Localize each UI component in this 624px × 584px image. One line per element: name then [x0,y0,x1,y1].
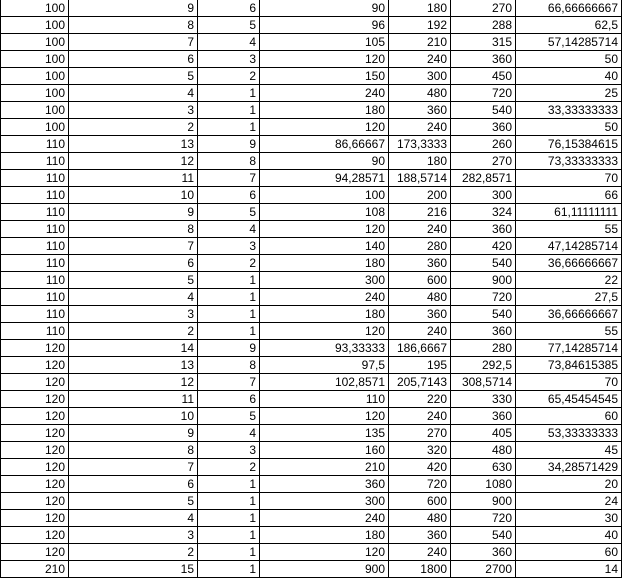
table-row [1,85,622,102]
table-cell[interactable]: 240 [389,51,451,68]
table-cell[interactable]: 216 [389,204,451,221]
table-cell[interactable]: 292,5 [451,357,516,374]
table-cell[interactable]: 20 [516,476,622,493]
table-cell[interactable]: 220 [389,391,451,408]
table-cell[interactable]: 120 [260,544,389,561]
table-cell[interactable]: 308,5714 [451,374,516,391]
table-cell[interactable]: 360 [389,306,451,323]
table-row [1,323,622,340]
table-cell[interactable]: 900 [451,493,516,510]
table-cell[interactable]: 4 [198,425,260,442]
table-cell[interactable]: 3 [198,51,260,68]
table-cell[interactable]: 900 [260,561,389,578]
table-row [1,238,622,255]
table-cell[interactable]: 66 [516,187,622,204]
table-cell[interactable]: 1 [198,85,260,102]
table-cell[interactable]: 300 [260,493,389,510]
table-cell[interactable]: 630 [451,459,516,476]
table-cell[interactable]: 60 [516,544,622,561]
table-cell[interactable]: 540 [451,102,516,119]
table-cell[interactable]: 160 [260,442,389,459]
table-cell[interactable]: 120 [1,357,69,374]
table-row [1,527,622,544]
table-cell[interactable]: 7 [198,374,260,391]
table-cell[interactable]: 300 [389,68,451,85]
table-cell[interactable]: 96 [260,17,389,34]
table-row [1,391,622,408]
table-cell[interactable]: 4 [198,34,260,51]
table-cell[interactable]: 55 [516,323,622,340]
table-cell[interactable]: 110 [1,289,69,306]
table-row [1,544,622,561]
table-row [1,357,622,374]
table-cell[interactable]: 480 [389,85,451,102]
table-cell[interactable]: 120 [260,51,389,68]
table-cell[interactable]: 360 [451,408,516,425]
table-cell[interactable]: 34,28571429 [516,459,622,476]
table-cell[interactable]: 4 [69,85,198,102]
table-cell[interactable]: 12 [69,374,198,391]
table-row [1,459,622,476]
table-cell[interactable]: 150 [260,68,389,85]
table-row [1,425,622,442]
table-cell[interactable]: 3 [69,527,198,544]
table-cell[interactable]: 240 [260,289,389,306]
table-cell[interactable]: 120 [260,221,389,238]
table-cell[interactable]: 9 [69,0,198,17]
table-cell[interactable]: 120 [1,340,69,357]
table-cell[interactable]: 105 [260,34,389,51]
table-cell[interactable]: 900 [451,272,516,289]
table-cell[interactable]: 480 [451,442,516,459]
table-cell[interactable]: 4 [198,221,260,238]
table-cell[interactable]: 360 [451,544,516,561]
table-cell[interactable]: 100 [1,119,69,136]
table-cell[interactable]: 86,66667 [260,136,389,153]
table-row [1,340,622,357]
table-cell[interactable]: 180 [260,527,389,544]
table-cell[interactable]: 97,5 [260,357,389,374]
table-cell[interactable]: 360 [389,255,451,272]
table-cell[interactable]: 1 [198,527,260,544]
table-cell[interactable]: 180 [260,306,389,323]
table-cell[interactable]: 282,8571 [451,170,516,187]
table-cell[interactable]: 1 [198,476,260,493]
table-cell[interactable]: 55 [516,221,622,238]
table-cell[interactable]: 40 [516,527,622,544]
table-cell[interactable]: 1 [198,289,260,306]
table-cell[interactable]: 600 [389,272,451,289]
table-cell[interactable]: 3 [69,102,198,119]
table-cell[interactable]: 110 [1,170,69,187]
table-cell[interactable]: 420 [451,238,516,255]
table-cell[interactable]: 61,11111111 [516,204,622,221]
table-cell[interactable]: 7 [69,238,198,255]
table-cell[interactable]: 22 [516,272,622,289]
table-cell[interactable]: 120 [1,510,69,527]
table-cell[interactable]: 76,15384615 [516,136,622,153]
table-cell[interactable]: 2 [198,459,260,476]
table-cell[interactable]: 110 [1,136,69,153]
table-cell[interactable]: 100 [1,17,69,34]
table-cell[interactable]: 9 [69,204,198,221]
table-cell[interactable]: 6 [69,476,198,493]
table-cell[interactable]: 180 [260,102,389,119]
table-cell[interactable]: 240 [389,408,451,425]
table-cell[interactable]: 100 [260,187,389,204]
table-cell[interactable]: 10 [69,408,198,425]
table-cell[interactable]: 110 [1,221,69,238]
table-cell[interactable]: 320 [389,442,451,459]
table-cell[interactable]: 135 [260,425,389,442]
table-cell[interactable]: 240 [389,544,451,561]
table-cell[interactable]: 120 [1,425,69,442]
table-cell[interactable]: 9 [198,136,260,153]
table-cell[interactable]: 3 [198,442,260,459]
table-cell[interactable]: 102,8571 [260,374,389,391]
table-cell[interactable]: 1 [198,272,260,289]
table-cell[interactable]: 4 [69,289,198,306]
table-cell[interactable]: 6 [69,51,198,68]
table-cell[interactable]: 66,66666667 [516,0,622,17]
table-cell[interactable]: 315 [451,34,516,51]
table-cell[interactable]: 100 [1,102,69,119]
table-cell[interactable]: 120 [1,544,69,561]
table-cell[interactable]: 240 [260,85,389,102]
table-cell[interactable]: 270 [389,425,451,442]
table-cell[interactable]: 62,5 [516,17,622,34]
table-cell[interactable]: 94,28571 [260,170,389,187]
table-cell[interactable]: 600 [389,493,451,510]
table-cell[interactable]: 53,33333333 [516,425,622,442]
table-cell[interactable]: 8 [69,442,198,459]
table-cell[interactable]: 36,66666667 [516,306,622,323]
table-cell[interactable]: 73,84615385 [516,357,622,374]
table-row [1,0,622,17]
table-cell[interactable]: 120 [1,442,69,459]
table-cell[interactable]: 540 [451,255,516,272]
table-cell[interactable]: 180 [389,0,451,17]
table-cell[interactable]: 1080 [451,476,516,493]
table-cell[interactable]: 8 [198,153,260,170]
table-cell[interactable]: 2 [69,323,198,340]
table-cell[interactable]: 11 [69,391,198,408]
table-cell[interactable]: 1800 [389,561,451,578]
table-row [1,255,622,272]
table-body [1,0,622,578]
table-cell[interactable]: 57,14285714 [516,34,622,51]
table-cell[interactable]: 2 [69,119,198,136]
table-cell[interactable]: 240 [389,323,451,340]
table-cell[interactable]: 11 [69,170,198,187]
table-row [1,153,622,170]
table-cell[interactable]: 240 [260,510,389,527]
table-cell[interactable]: 5 [69,272,198,289]
table-cell[interactable]: 720 [451,510,516,527]
table-cell[interactable]: 30 [516,510,622,527]
table-cell[interactable]: 9 [198,340,260,357]
table-cell[interactable]: 13 [69,136,198,153]
table-cell[interactable]: 1 [198,544,260,561]
table-cell[interactable]: 330 [451,391,516,408]
table-cell[interactable]: 110 [1,323,69,340]
table-cell[interactable]: 70 [516,170,622,187]
table-cell[interactable]: 1 [198,510,260,527]
table-cell[interactable]: 720 [451,289,516,306]
table-row [1,34,622,51]
table-cell[interactable]: 360 [451,221,516,238]
table-cell[interactable]: 120 [260,408,389,425]
table-cell[interactable]: 288 [451,17,516,34]
table-cell[interactable]: 450 [451,68,516,85]
table-row [1,493,622,510]
table-row [1,408,622,425]
table-cell[interactable]: 110 [1,204,69,221]
table-cell[interactable]: 140 [260,238,389,255]
table-cell[interactable]: 280 [451,340,516,357]
table-row [1,306,622,323]
table-cell[interactable]: 240 [389,119,451,136]
table-cell[interactable]: 110 [1,187,69,204]
table-cell[interactable]: 33,33333333 [516,102,622,119]
table-cell[interactable]: 360 [389,102,451,119]
table-cell[interactable]: 3 [198,238,260,255]
table-cell[interactable]: 47,14285714 [516,238,622,255]
table-cell[interactable]: 240 [389,221,451,238]
table-cell[interactable]: 360 [451,323,516,340]
table-cell[interactable]: 2 [69,544,198,561]
table-cell[interactable]: 270 [451,153,516,170]
table-cell[interactable]: 1 [198,306,260,323]
table-cell[interactable]: 120 [1,476,69,493]
table-cell[interactable]: 120 [1,408,69,425]
table-cell[interactable]: 77,14285714 [516,340,622,357]
table-cell[interactable]: 720 [451,85,516,102]
table-cell[interactable]: 324 [451,204,516,221]
table-cell[interactable]: 100 [1,0,69,17]
table-cell[interactable]: 360 [260,476,389,493]
table-cell[interactable]: 200 [389,187,451,204]
table-cell[interactable]: 120 [1,459,69,476]
table-cell[interactable]: 50 [516,51,622,68]
table-cell[interactable]: 7 [69,459,198,476]
table-cell[interactable]: 13 [69,357,198,374]
table-cell[interactable]: 300 [451,187,516,204]
table-cell[interactable]: 2700 [451,561,516,578]
table-row [1,374,622,391]
table-cell[interactable]: 180 [389,153,451,170]
table-cell[interactable]: 7 [198,170,260,187]
table-cell[interactable]: 40 [516,68,622,85]
table-cell[interactable]: 540 [451,306,516,323]
table-cell[interactable]: 480 [389,289,451,306]
table-row [1,68,622,85]
table-cell[interactable]: 195 [389,357,451,374]
table-cell[interactable]: 15 [69,561,198,578]
table-cell[interactable]: 1 [198,493,260,510]
table-cell[interactable]: 100 [1,34,69,51]
table-cell[interactable]: 210 [260,459,389,476]
table-cell[interactable]: 14 [69,340,198,357]
table-cell[interactable]: 405 [451,425,516,442]
table-cell[interactable]: 100 [1,51,69,68]
table-cell[interactable]: 24 [516,493,622,510]
table-cell[interactable]: 93,33333 [260,340,389,357]
table-cell[interactable]: 3 [69,306,198,323]
table-cell[interactable]: 260 [451,136,516,153]
table-row [1,476,622,493]
table-cell[interactable]: 36,66666667 [516,255,622,272]
table-cell[interactable]: 12 [69,153,198,170]
table-row [1,272,622,289]
table-cell[interactable]: 100 [1,68,69,85]
table-row [1,510,622,527]
table-cell[interactable]: 120 [260,119,389,136]
table-cell[interactable]: 120 [1,374,69,391]
table-cell[interactable]: 6 [198,391,260,408]
table-cell[interactable]: 120 [1,493,69,510]
table-cell[interactable]: 5 [198,408,260,425]
table-cell[interactable]: 4 [69,510,198,527]
table-cell[interactable]: 420 [389,459,451,476]
table-row [1,136,622,153]
table-cell[interactable]: 5 [198,17,260,34]
table-row [1,204,622,221]
table-cell[interactable]: 720 [389,476,451,493]
table-cell[interactable]: 27,5 [516,289,622,306]
table-row [1,102,622,119]
table-cell[interactable]: 120 [1,527,69,544]
table-row [1,221,622,238]
table-cell[interactable]: 108 [260,204,389,221]
table-cell[interactable]: 65,45454545 [516,391,622,408]
table-cell[interactable]: 1 [198,119,260,136]
table-cell[interactable]: 50 [516,119,622,136]
table-cell[interactable]: 110 [260,391,389,408]
table-cell[interactable]: 10 [69,187,198,204]
table-cell[interactable]: 210 [389,34,451,51]
table-cell[interactable]: 5 [69,68,198,85]
table-cell[interactable]: 25 [516,85,622,102]
table-cell[interactable]: 5 [69,493,198,510]
table-cell[interactable]: 1 [198,323,260,340]
table-cell[interactable]: 8 [69,17,198,34]
table-cell[interactable]: 192 [389,17,451,34]
table-cell[interactable]: 90 [260,0,389,17]
table-cell[interactable]: 9 [69,425,198,442]
table-cell[interactable]: 1 [198,102,260,119]
table-cell[interactable]: 173,3333 [389,136,451,153]
table-cell[interactable]: 120 [260,323,389,340]
table-cell[interactable]: 300 [260,272,389,289]
table-cell[interactable]: 7 [69,34,198,51]
table-cell[interactable]: 14 [516,561,622,578]
table-row [1,187,622,204]
table-cell[interactable]: 360 [451,51,516,68]
table-row [1,442,622,459]
table-row [1,119,622,136]
table-cell[interactable]: 73,33333333 [516,153,622,170]
table-row [1,170,622,187]
table-cell[interactable]: 6 [198,187,260,204]
table-cell[interactable]: 210 [1,561,69,578]
table-cell[interactable]: 540 [451,527,516,544]
table-cell[interactable]: 110 [1,238,69,255]
table-cell[interactable]: 8 [198,357,260,374]
table-cell[interactable]: 6 [198,0,260,17]
table-row [1,51,622,68]
table-cell[interactable]: 480 [389,510,451,527]
table-cell[interactable]: 205,7143 [389,374,451,391]
table-cell[interactable]: 186,6667 [389,340,451,357]
table-cell[interactable]: 45 [516,442,622,459]
table-cell[interactable]: 120 [1,391,69,408]
table-row [1,17,622,34]
table-cell[interactable]: 110 [1,306,69,323]
table-cell[interactable]: 70 [516,374,622,391]
table-cell[interactable]: 90 [260,153,389,170]
table-cell[interactable]: 110 [1,153,69,170]
table-cell[interactable]: 8 [69,221,198,238]
table-cell[interactable]: 360 [389,527,451,544]
table-row [1,561,622,578]
table-cell[interactable]: 280 [389,238,451,255]
table-cell[interactable]: 188,5714 [389,170,451,187]
table-cell[interactable]: 270 [451,0,516,17]
table-cell[interactable]: 360 [451,119,516,136]
table-cell[interactable]: 2 [198,255,260,272]
table-cell[interactable]: 60 [516,408,622,425]
table-cell[interactable]: 100 [1,85,69,102]
table-cell[interactable]: 6 [69,255,198,272]
table-cell[interactable]: 110 [1,255,69,272]
table-cell[interactable]: 180 [260,255,389,272]
table-row [1,289,622,306]
table-cell[interactable]: 110 [1,272,69,289]
table-cell[interactable]: 2 [198,68,260,85]
table-cell[interactable]: 1 [198,561,260,578]
table-cell[interactable]: 5 [198,204,260,221]
